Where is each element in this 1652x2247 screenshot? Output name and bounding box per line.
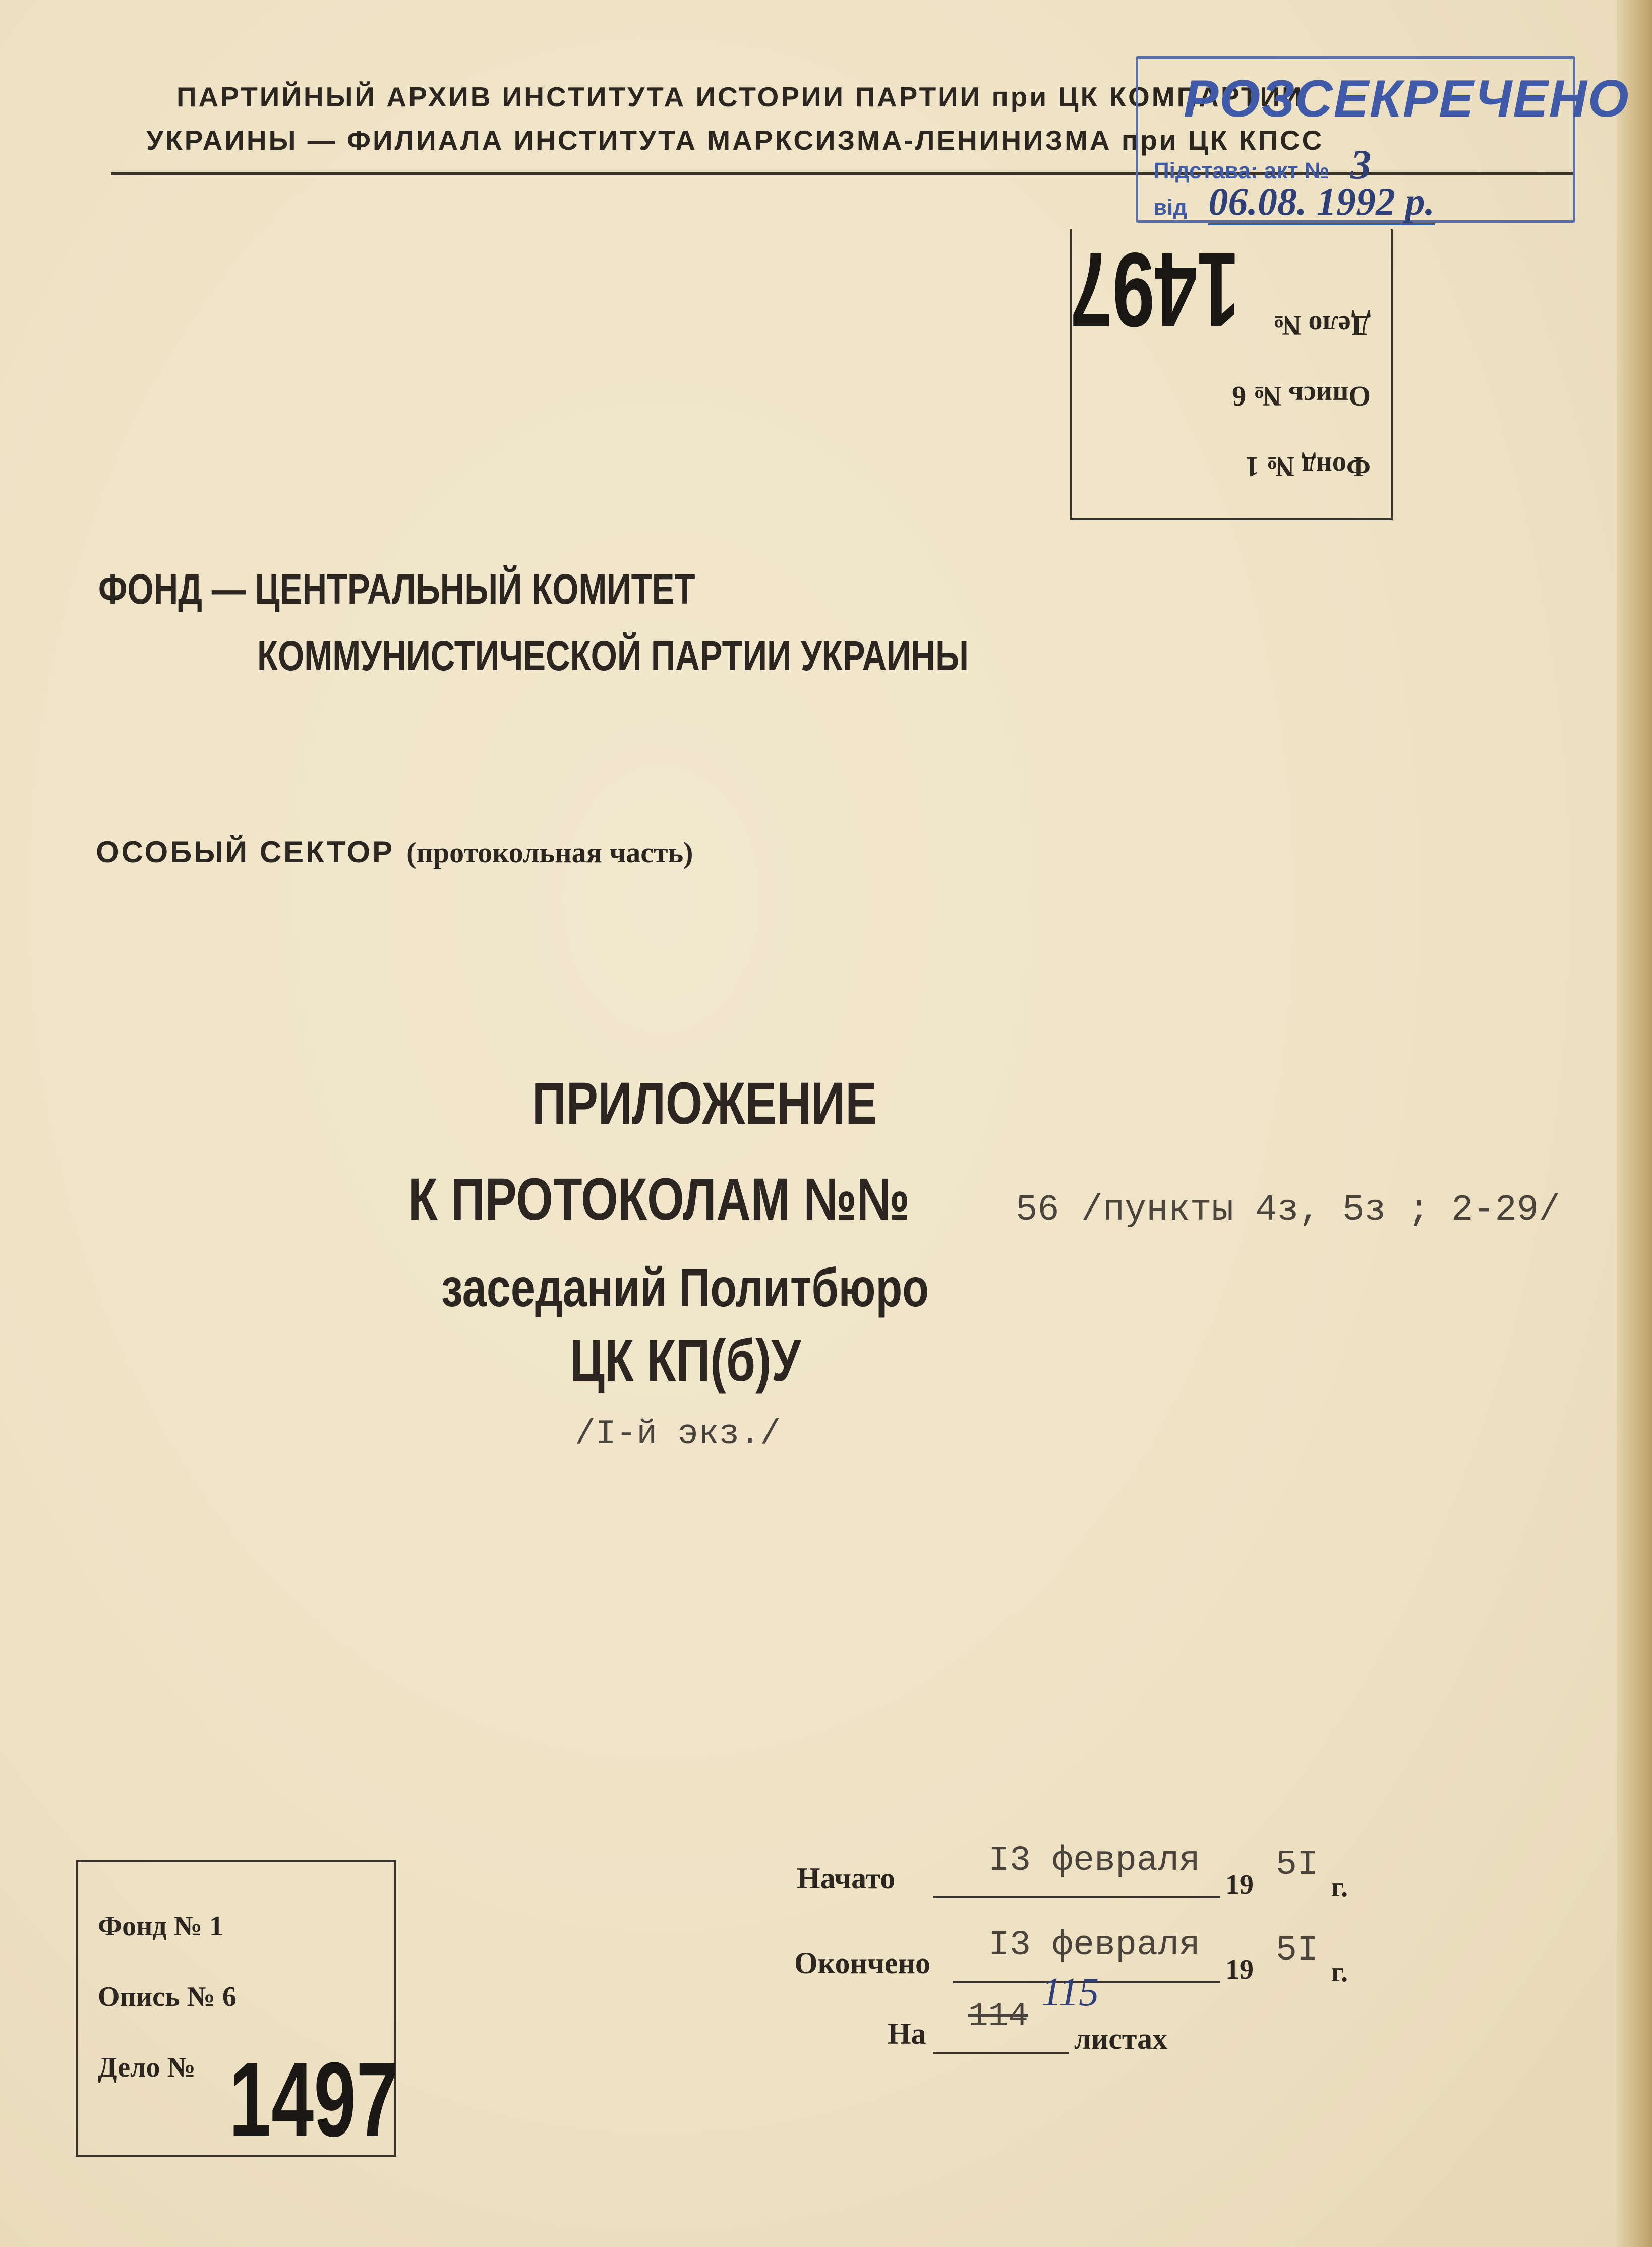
stamp-act-number: 3 (1350, 141, 1372, 187)
ended-label: Окончено (794, 1946, 931, 1980)
bottom-box-delo-number: 1497 (229, 2040, 399, 2159)
ended-year: 5I (1276, 1931, 1319, 1971)
protocols-label: К ПРОТОКОЛАМ №№ (408, 1166, 910, 1233)
sheets-suffix: листах (1074, 2022, 1168, 2055)
protocols-value: 56 /пункты 4з, 5з ; 2-29/ (1016, 1189, 1561, 1231)
started-year-prefix: 19 (1225, 1869, 1254, 1900)
bottom-box-opis: Опись № 6 (98, 1981, 237, 2012)
fond-title-line-1: ФОНД — ЦЕНТРАЛЬНЫЙ КОМИТЕТ (98, 565, 695, 613)
copy-number: /I-й экз./ (575, 1415, 781, 1454)
protocols-line (408, 1165, 1560, 1234)
sheets-old-count: 114 (968, 1997, 1028, 2035)
started-year: 5I (1276, 1845, 1319, 1885)
sector-label: ОСОБЫЙ СЕКТОР (96, 835, 395, 869)
stamp-date-label: від (1153, 195, 1188, 220)
top-box-fond: Фонд № 1 (1245, 451, 1371, 482)
bottom-box-delo-label: Дело № (98, 2052, 196, 2083)
bottom-archive-box (76, 1860, 399, 2159)
started-label: Начато (797, 1862, 896, 1895)
started-date: I3 февраля (988, 1841, 1201, 1881)
ended-date: I3 февраля (988, 1926, 1201, 1966)
stamp-date (1153, 179, 1435, 224)
archive-header-line-2: УКРАИНЫ — ФИЛИАЛА ИНСТИТУТА МАРКСИЗМА-ЛЕНИНИЗМА при ЦК КПСС (146, 125, 1324, 156)
stamp-date-value: 06.08. 1992 р. (1208, 180, 1435, 225)
top-archive-box (1070, 229, 1393, 520)
bottom-box-fond: Фонд № 1 (98, 1911, 223, 1942)
top-box-opis: Опись № 6 (1232, 380, 1371, 412)
archive-header-line-1: ПАРТИЙНЫЙ АРХИВ ИНСТИТУТА ИСТОРИИ ПАРТИИ при ЦК КОМПАРТИИ (176, 81, 1304, 112)
folder-edge (1617, 0, 1652, 2247)
top-box-delo-number: 1497 (1070, 231, 1240, 349)
appendix-title: ПРИЛОЖЕНИЕ (532, 1070, 877, 1137)
sheets-new-count: 115 (1041, 1970, 1099, 2014)
top-box-delo (1273, 309, 1371, 341)
sector-note: (протокольная часть) (406, 836, 693, 869)
top-box-delo-label: Дело № (1273, 310, 1371, 341)
ended-year-suffix: г. (1331, 1956, 1348, 1988)
stamp-title: РОЗСЕКРЕЧЕНО (1184, 70, 1630, 128)
fond-title-line-2: КОММУНИСТИЧЕСКОЙ ПАРТИИ УКРАИНЫ (257, 632, 969, 679)
sheets-label: На (888, 2017, 926, 2050)
started-year-suffix: г. (1331, 1872, 1348, 1903)
committee-line: ЦК КП(б)У (570, 1328, 801, 1394)
sheets-underline (933, 2052, 1069, 2054)
declassified-stamp (1136, 56, 1630, 223)
sector-line (96, 835, 693, 870)
stamp-basis-label: Підстава: акт № (1153, 158, 1329, 183)
ended-year-prefix: 19 (1225, 1954, 1254, 1985)
started-underline (933, 1896, 1220, 1898)
sessions-line: заседаний Политбюро (441, 1257, 929, 1318)
